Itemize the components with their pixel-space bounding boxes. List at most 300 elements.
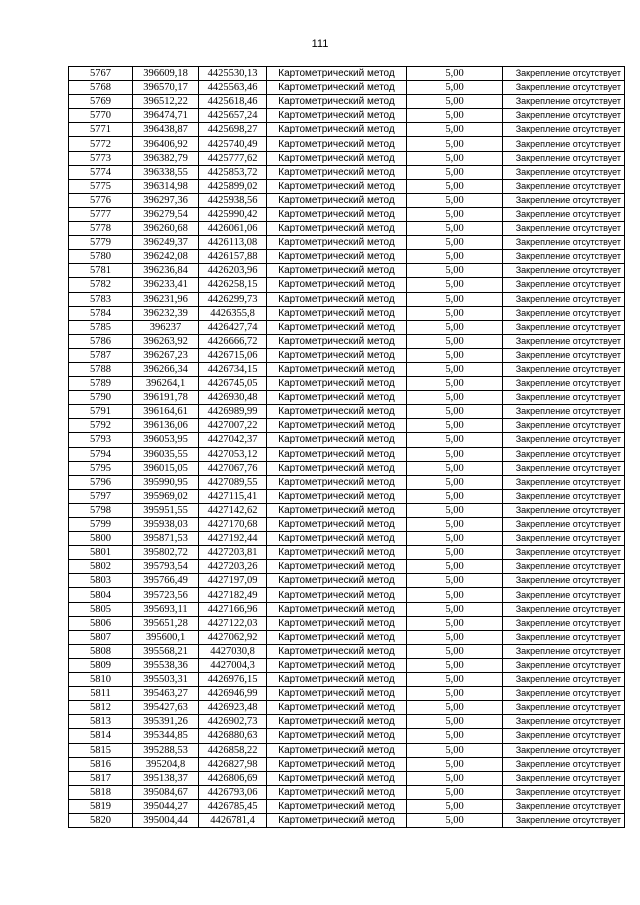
fixation-cell: Закрепление отсутствует bbox=[503, 377, 625, 391]
method-cell: Картометрический метод bbox=[267, 616, 407, 630]
accuracy-cell: 5,00 bbox=[407, 306, 503, 320]
point-number-cell: 5791 bbox=[69, 405, 133, 419]
y-coordinate-cell: 4426734,15 bbox=[199, 362, 267, 376]
method-cell: Картометрический метод bbox=[267, 560, 407, 574]
fixation-cell: Закрепление отсутствует bbox=[503, 292, 625, 306]
x-coordinate-cell: 396297,36 bbox=[133, 193, 199, 207]
x-coordinate-cell: 395391,26 bbox=[133, 715, 199, 729]
point-number-cell: 5798 bbox=[69, 503, 133, 517]
table-row bbox=[69, 602, 625, 616]
table-row bbox=[69, 715, 625, 729]
y-coordinate-cell: 4425990,42 bbox=[199, 207, 267, 221]
point-number-cell: 5819 bbox=[69, 799, 133, 813]
point-number-cell: 5813 bbox=[69, 715, 133, 729]
table-row bbox=[69, 433, 625, 447]
fixation-cell: Закрепление отсутствует bbox=[503, 799, 625, 813]
point-number-cell: 5767 bbox=[69, 67, 133, 81]
accuracy-cell: 5,00 bbox=[407, 81, 503, 95]
x-coordinate-cell: 395538,36 bbox=[133, 658, 199, 672]
point-number-cell: 5814 bbox=[69, 729, 133, 743]
point-number-cell: 5806 bbox=[69, 616, 133, 630]
method-cell: Картометрический метод bbox=[267, 729, 407, 743]
accuracy-cell: 5,00 bbox=[407, 743, 503, 757]
accuracy-cell: 5,00 bbox=[407, 813, 503, 827]
table-row bbox=[69, 461, 625, 475]
fixation-cell: Закрепление отсутствует bbox=[503, 250, 625, 264]
point-number-cell: 5812 bbox=[69, 701, 133, 715]
point-number-cell: 5793 bbox=[69, 433, 133, 447]
accuracy-cell: 5,00 bbox=[407, 222, 503, 236]
table-row bbox=[69, 137, 625, 151]
table-row bbox=[69, 546, 625, 560]
point-number-cell: 5803 bbox=[69, 574, 133, 588]
y-coordinate-cell: 4427089,55 bbox=[199, 475, 267, 489]
method-cell: Картометрический метод bbox=[267, 123, 407, 137]
table-row bbox=[69, 123, 625, 137]
y-coordinate-cell: 4426113,08 bbox=[199, 236, 267, 250]
x-coordinate-cell: 395084,67 bbox=[133, 785, 199, 799]
x-coordinate-cell: 395004,44 bbox=[133, 813, 199, 827]
x-coordinate-cell: 396267,23 bbox=[133, 348, 199, 362]
point-number-cell: 5775 bbox=[69, 179, 133, 193]
table-row bbox=[69, 292, 625, 306]
x-coordinate-cell: 395503,31 bbox=[133, 673, 199, 687]
method-cell: Картометрический метод bbox=[267, 489, 407, 503]
x-coordinate-cell: 396263,92 bbox=[133, 334, 199, 348]
method-cell: Картометрический метод bbox=[267, 391, 407, 405]
method-cell: Картометрический метод bbox=[267, 644, 407, 658]
table-row bbox=[69, 362, 625, 376]
method-cell: Картометрический метод bbox=[267, 715, 407, 729]
y-coordinate-cell: 4427007,22 bbox=[199, 419, 267, 433]
accuracy-cell: 5,00 bbox=[407, 658, 503, 672]
accuracy-cell: 5,00 bbox=[407, 419, 503, 433]
method-cell: Картометрический метод bbox=[267, 503, 407, 517]
point-number-cell: 5782 bbox=[69, 278, 133, 292]
method-cell: Картометрический метод bbox=[267, 475, 407, 489]
method-cell: Картометрический метод bbox=[267, 81, 407, 95]
point-number-cell: 5801 bbox=[69, 546, 133, 560]
fixation-cell: Закрепление отсутствует bbox=[503, 109, 625, 123]
method-cell: Картометрический метод bbox=[267, 532, 407, 546]
y-coordinate-cell: 4427053,12 bbox=[199, 447, 267, 461]
x-coordinate-cell: 396338,55 bbox=[133, 165, 199, 179]
method-cell: Картометрический метод bbox=[267, 207, 407, 221]
point-number-cell: 5820 bbox=[69, 813, 133, 827]
x-coordinate-cell: 396035,55 bbox=[133, 447, 199, 461]
fixation-cell: Закрепление отсутствует bbox=[503, 405, 625, 419]
fixation-cell: Закрепление отсутствует bbox=[503, 461, 625, 475]
y-coordinate-cell: 4426902,73 bbox=[199, 715, 267, 729]
x-coordinate-cell: 396406,92 bbox=[133, 137, 199, 151]
accuracy-cell: 5,00 bbox=[407, 292, 503, 306]
accuracy-cell: 5,00 bbox=[407, 616, 503, 630]
table-row bbox=[69, 644, 625, 658]
fixation-cell: Закрепление отсутствует bbox=[503, 123, 625, 137]
table-row bbox=[69, 405, 625, 419]
accuracy-cell: 5,00 bbox=[407, 799, 503, 813]
table-row bbox=[69, 532, 625, 546]
y-coordinate-cell: 4426258,15 bbox=[199, 278, 267, 292]
point-number-cell: 5784 bbox=[69, 306, 133, 320]
method-cell: Картометрический метод bbox=[267, 785, 407, 799]
table-row bbox=[69, 151, 625, 165]
fixation-cell: Закрепление отсутствует bbox=[503, 743, 625, 757]
table-row bbox=[69, 701, 625, 715]
fixation-cell: Закрепление отсутствует bbox=[503, 546, 625, 560]
x-coordinate-cell: 395344,85 bbox=[133, 729, 199, 743]
fixation-cell: Закрепление отсутствует bbox=[503, 489, 625, 503]
y-coordinate-cell: 4426715,06 bbox=[199, 348, 267, 362]
fixation-cell: Закрепление отсутствует bbox=[503, 362, 625, 376]
point-number-cell: 5773 bbox=[69, 151, 133, 165]
method-cell: Картометрический метод bbox=[267, 687, 407, 701]
method-cell: Картометрический метод bbox=[267, 193, 407, 207]
method-cell: Картометрический метод bbox=[267, 278, 407, 292]
accuracy-cell: 5,00 bbox=[407, 391, 503, 405]
table-row bbox=[69, 560, 625, 574]
y-coordinate-cell: 4426299,73 bbox=[199, 292, 267, 306]
x-coordinate-cell: 396053,95 bbox=[133, 433, 199, 447]
accuracy-cell: 5,00 bbox=[407, 179, 503, 193]
method-cell: Картометрический метод bbox=[267, 222, 407, 236]
accuracy-cell: 5,00 bbox=[407, 320, 503, 334]
y-coordinate-cell: 4425777,62 bbox=[199, 151, 267, 165]
fixation-cell: Закрепление отсутствует bbox=[503, 151, 625, 165]
x-coordinate-cell: 395951,55 bbox=[133, 503, 199, 517]
fixation-cell: Закрепление отсутствует bbox=[503, 67, 625, 81]
point-number-cell: 5800 bbox=[69, 532, 133, 546]
method-cell: Картометрический метод bbox=[267, 588, 407, 602]
y-coordinate-cell: 4426806,69 bbox=[199, 771, 267, 785]
fixation-cell: Закрепление отсутствует bbox=[503, 334, 625, 348]
point-number-cell: 5816 bbox=[69, 757, 133, 771]
accuracy-cell: 5,00 bbox=[407, 377, 503, 391]
y-coordinate-cell: 4427122,03 bbox=[199, 616, 267, 630]
fixation-cell: Закрепление отсутствует bbox=[503, 616, 625, 630]
point-number-cell: 5818 bbox=[69, 785, 133, 799]
accuracy-cell: 5,00 bbox=[407, 264, 503, 278]
y-coordinate-cell: 4426989,99 bbox=[199, 405, 267, 419]
point-number-cell: 5768 bbox=[69, 81, 133, 95]
accuracy-cell: 5,00 bbox=[407, 503, 503, 517]
x-coordinate-cell: 396512,22 bbox=[133, 95, 199, 109]
accuracy-cell: 5,00 bbox=[407, 560, 503, 574]
accuracy-cell: 5,00 bbox=[407, 433, 503, 447]
y-coordinate-cell: 4427170,68 bbox=[199, 518, 267, 532]
fixation-cell: Закрепление отсутствует bbox=[503, 320, 625, 334]
method-cell: Картометрический метод bbox=[267, 264, 407, 278]
fixation-cell: Закрепление отсутствует bbox=[503, 447, 625, 461]
table-row bbox=[69, 348, 625, 362]
coordinates-table bbox=[68, 66, 625, 828]
fixation-cell: Закрепление отсутствует bbox=[503, 278, 625, 292]
fixation-cell: Закрепление отсутствует bbox=[503, 673, 625, 687]
y-coordinate-cell: 4426880,63 bbox=[199, 729, 267, 743]
y-coordinate-cell: 4426745,05 bbox=[199, 377, 267, 391]
table-row bbox=[69, 489, 625, 503]
method-cell: Картометрический метод bbox=[267, 236, 407, 250]
table-row bbox=[69, 334, 625, 348]
point-number-cell: 5785 bbox=[69, 320, 133, 334]
fixation-cell: Закрепление отсутствует bbox=[503, 264, 625, 278]
point-number-cell: 5805 bbox=[69, 602, 133, 616]
accuracy-cell: 5,00 bbox=[407, 771, 503, 785]
table-row bbox=[69, 95, 625, 109]
table-row bbox=[69, 377, 625, 391]
accuracy-cell: 5,00 bbox=[407, 785, 503, 799]
method-cell: Картометрический метод bbox=[267, 320, 407, 334]
table-row bbox=[69, 574, 625, 588]
x-coordinate-cell: 395969,02 bbox=[133, 489, 199, 503]
point-number-cell: 5788 bbox=[69, 362, 133, 376]
x-coordinate-cell: 395802,72 bbox=[133, 546, 199, 560]
fixation-cell: Закрепление отсутствует bbox=[503, 687, 625, 701]
accuracy-cell: 5,00 bbox=[407, 447, 503, 461]
fixation-cell: Закрепление отсутствует bbox=[503, 813, 625, 827]
table-row bbox=[69, 729, 625, 743]
accuracy-cell: 5,00 bbox=[407, 95, 503, 109]
method-cell: Картометрический метод bbox=[267, 95, 407, 109]
method-cell: Картометрический метод bbox=[267, 701, 407, 715]
y-coordinate-cell: 4427030,8 bbox=[199, 644, 267, 658]
x-coordinate-cell: 395693,11 bbox=[133, 602, 199, 616]
table-row bbox=[69, 222, 625, 236]
accuracy-cell: 5,00 bbox=[407, 250, 503, 264]
y-coordinate-cell: 4427115,41 bbox=[199, 489, 267, 503]
accuracy-cell: 5,00 bbox=[407, 588, 503, 602]
accuracy-cell: 5,00 bbox=[407, 207, 503, 221]
x-coordinate-cell: 396609,18 bbox=[133, 67, 199, 81]
y-coordinate-cell: 4426203,96 bbox=[199, 264, 267, 278]
point-number-cell: 5815 bbox=[69, 743, 133, 757]
accuracy-cell: 5,00 bbox=[407, 644, 503, 658]
fixation-cell: Закрепление отсутствует bbox=[503, 236, 625, 250]
table-row bbox=[69, 757, 625, 771]
accuracy-cell: 5,00 bbox=[407, 236, 503, 250]
x-coordinate-cell: 396474,71 bbox=[133, 109, 199, 123]
point-number-cell: 5789 bbox=[69, 377, 133, 391]
x-coordinate-cell: 395138,37 bbox=[133, 771, 199, 785]
method-cell: Картометрический метод bbox=[267, 546, 407, 560]
point-number-cell: 5783 bbox=[69, 292, 133, 306]
accuracy-cell: 5,00 bbox=[407, 729, 503, 743]
method-cell: Картометрический метод bbox=[267, 602, 407, 616]
accuracy-cell: 5,00 bbox=[407, 630, 503, 644]
x-coordinate-cell: 395288,53 bbox=[133, 743, 199, 757]
table-row bbox=[69, 658, 625, 672]
y-coordinate-cell: 4427067,76 bbox=[199, 461, 267, 475]
coordinates-table-body bbox=[69, 67, 625, 828]
table-row bbox=[69, 813, 625, 827]
method-cell: Картометрический метод bbox=[267, 813, 407, 827]
table-row bbox=[69, 320, 625, 334]
x-coordinate-cell: 395600,1 bbox=[133, 630, 199, 644]
x-coordinate-cell: 395793,54 bbox=[133, 560, 199, 574]
accuracy-cell: 5,00 bbox=[407, 405, 503, 419]
method-cell: Картометрический метод bbox=[267, 447, 407, 461]
table-row bbox=[69, 771, 625, 785]
fixation-cell: Закрепление отсутствует bbox=[503, 658, 625, 672]
point-number-cell: 5804 bbox=[69, 588, 133, 602]
method-cell: Картометрический метод bbox=[267, 799, 407, 813]
fixation-cell: Закрепление отсутствует bbox=[503, 348, 625, 362]
y-coordinate-cell: 4427062,92 bbox=[199, 630, 267, 644]
x-coordinate-cell: 396249,37 bbox=[133, 236, 199, 250]
y-coordinate-cell: 4426785,45 bbox=[199, 799, 267, 813]
accuracy-cell: 5,00 bbox=[407, 602, 503, 616]
x-coordinate-cell: 396570,17 bbox=[133, 81, 199, 95]
y-coordinate-cell: 4426858,22 bbox=[199, 743, 267, 757]
table-row bbox=[69, 179, 625, 193]
x-coordinate-cell: 396136,06 bbox=[133, 419, 199, 433]
method-cell: Картометрический метод bbox=[267, 757, 407, 771]
table-row bbox=[69, 67, 625, 81]
point-number-cell: 5796 bbox=[69, 475, 133, 489]
fixation-cell: Закрепление отсутствует bbox=[503, 701, 625, 715]
method-cell: Картометрический метод bbox=[267, 630, 407, 644]
x-coordinate-cell: 396237 bbox=[133, 320, 199, 334]
accuracy-cell: 5,00 bbox=[407, 687, 503, 701]
x-coordinate-cell: 396266,34 bbox=[133, 362, 199, 376]
y-coordinate-cell: 4425938,56 bbox=[199, 193, 267, 207]
method-cell: Картометрический метод bbox=[267, 518, 407, 532]
table-row bbox=[69, 250, 625, 264]
table-row bbox=[69, 475, 625, 489]
table-row bbox=[69, 236, 625, 250]
y-coordinate-cell: 4425698,27 bbox=[199, 123, 267, 137]
method-cell: Картометрический метод bbox=[267, 109, 407, 123]
x-coordinate-cell: 395938,03 bbox=[133, 518, 199, 532]
fixation-cell: Закрепление отсутствует bbox=[503, 165, 625, 179]
table-row bbox=[69, 193, 625, 207]
x-coordinate-cell: 396232,39 bbox=[133, 306, 199, 320]
method-cell: Картометрический метод bbox=[267, 165, 407, 179]
accuracy-cell: 5,00 bbox=[407, 518, 503, 532]
y-coordinate-cell: 4426930,48 bbox=[199, 391, 267, 405]
y-coordinate-cell: 4427203,81 bbox=[199, 546, 267, 560]
method-cell: Картометрический метод bbox=[267, 658, 407, 672]
point-number-cell: 5797 bbox=[69, 489, 133, 503]
method-cell: Картометрический метод bbox=[267, 67, 407, 81]
x-coordinate-cell: 395463,27 bbox=[133, 687, 199, 701]
point-number-cell: 5795 bbox=[69, 461, 133, 475]
fixation-cell: Закрепление отсутствует bbox=[503, 715, 625, 729]
point-number-cell: 5772 bbox=[69, 137, 133, 151]
method-cell: Картометрический метод bbox=[267, 433, 407, 447]
table-row bbox=[69, 264, 625, 278]
y-coordinate-cell: 4427192,44 bbox=[199, 532, 267, 546]
point-number-cell: 5774 bbox=[69, 165, 133, 179]
fixation-cell: Закрепление отсутствует bbox=[503, 602, 625, 616]
y-coordinate-cell: 4425530,13 bbox=[199, 67, 267, 81]
x-coordinate-cell: 395204,8 bbox=[133, 757, 199, 771]
method-cell: Картометрический метод bbox=[267, 574, 407, 588]
fixation-cell: Закрепление отсутствует bbox=[503, 433, 625, 447]
table-row bbox=[69, 447, 625, 461]
point-number-cell: 5802 bbox=[69, 560, 133, 574]
x-coordinate-cell: 396236,84 bbox=[133, 264, 199, 278]
x-coordinate-cell: 396191,78 bbox=[133, 391, 199, 405]
point-number-cell: 5794 bbox=[69, 447, 133, 461]
fixation-cell: Закрепление отсутствует bbox=[503, 503, 625, 517]
table-row bbox=[69, 785, 625, 799]
y-coordinate-cell: 4426666,72 bbox=[199, 334, 267, 348]
fixation-cell: Закрепление отсутствует bbox=[503, 757, 625, 771]
table-row bbox=[69, 743, 625, 757]
point-number-cell: 5781 bbox=[69, 264, 133, 278]
x-coordinate-cell: 396164,61 bbox=[133, 405, 199, 419]
fixation-cell: Закрепление отсутствует bbox=[503, 588, 625, 602]
point-number-cell: 5809 bbox=[69, 658, 133, 672]
table-row bbox=[69, 799, 625, 813]
accuracy-cell: 5,00 bbox=[407, 532, 503, 546]
table-row bbox=[69, 419, 625, 433]
table-row bbox=[69, 673, 625, 687]
x-coordinate-cell: 396233,41 bbox=[133, 278, 199, 292]
method-cell: Картометрический метод bbox=[267, 334, 407, 348]
y-coordinate-cell: 4427142,62 bbox=[199, 503, 267, 517]
x-coordinate-cell: 395044,27 bbox=[133, 799, 199, 813]
point-number-cell: 5777 bbox=[69, 207, 133, 221]
fixation-cell: Закрепление отсутствует bbox=[503, 644, 625, 658]
table-row bbox=[69, 687, 625, 701]
y-coordinate-cell: 4426061,06 bbox=[199, 222, 267, 236]
accuracy-cell: 5,00 bbox=[407, 574, 503, 588]
accuracy-cell: 5,00 bbox=[407, 348, 503, 362]
method-cell: Картометрический метод bbox=[267, 419, 407, 433]
accuracy-cell: 5,00 bbox=[407, 489, 503, 503]
fixation-cell: Закрепление отсутствует bbox=[503, 419, 625, 433]
fixation-cell: Закрепление отсутствует bbox=[503, 729, 625, 743]
y-coordinate-cell: 4426781,4 bbox=[199, 813, 267, 827]
method-cell: Картометрический метод bbox=[267, 306, 407, 320]
point-number-cell: 5792 bbox=[69, 419, 133, 433]
table-row bbox=[69, 391, 625, 405]
y-coordinate-cell: 4425563,46 bbox=[199, 81, 267, 95]
y-coordinate-cell: 4425899,02 bbox=[199, 179, 267, 193]
point-number-cell: 5771 bbox=[69, 123, 133, 137]
point-number-cell: 5786 bbox=[69, 334, 133, 348]
fixation-cell: Закрепление отсутствует bbox=[503, 193, 625, 207]
point-number-cell: 5808 bbox=[69, 644, 133, 658]
point-number-cell: 5799 bbox=[69, 518, 133, 532]
y-coordinate-cell: 4426976,15 bbox=[199, 673, 267, 687]
fixation-cell: Закрепление отсутствует bbox=[503, 560, 625, 574]
method-cell: Картометрический метод bbox=[267, 405, 407, 419]
x-coordinate-cell: 396242,08 bbox=[133, 250, 199, 264]
table-row bbox=[69, 630, 625, 644]
accuracy-cell: 5,00 bbox=[407, 123, 503, 137]
x-coordinate-cell: 396260,68 bbox=[133, 222, 199, 236]
accuracy-cell: 5,00 bbox=[407, 701, 503, 715]
fixation-cell: Закрепление отсутствует bbox=[503, 391, 625, 405]
point-number-cell: 5779 bbox=[69, 236, 133, 250]
y-coordinate-cell: 4425740,49 bbox=[199, 137, 267, 151]
table-row bbox=[69, 109, 625, 123]
x-coordinate-cell: 395990,95 bbox=[133, 475, 199, 489]
accuracy-cell: 5,00 bbox=[407, 109, 503, 123]
method-cell: Картометрический метод bbox=[267, 362, 407, 376]
point-number-cell: 5780 bbox=[69, 250, 133, 264]
x-coordinate-cell: 396438,87 bbox=[133, 123, 199, 137]
x-coordinate-cell: 396264,1 bbox=[133, 377, 199, 391]
method-cell: Картометрический метод bbox=[267, 250, 407, 264]
fixation-cell: Закрепление отсутствует bbox=[503, 532, 625, 546]
accuracy-cell: 5,00 bbox=[407, 278, 503, 292]
method-cell: Картометрический метод bbox=[267, 377, 407, 391]
table-row bbox=[69, 278, 625, 292]
